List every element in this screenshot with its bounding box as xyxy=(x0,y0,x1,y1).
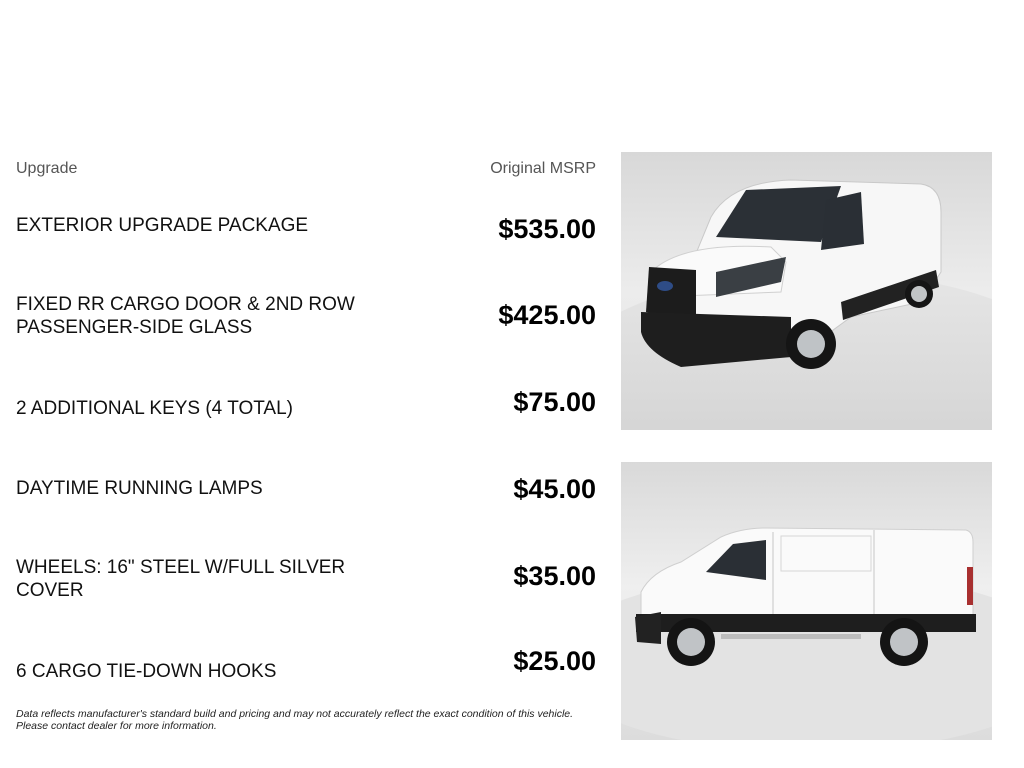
upgrade-name: WHEELS: 16" STEEL W/FULL SILVER COVER xyxy=(16,557,346,601)
van-front-photo xyxy=(621,152,992,430)
upgrade-price: $425.00 xyxy=(498,300,596,330)
upgrade-name: EXTERIOR UPGRADE PACKAGE xyxy=(16,215,309,236)
table-row xyxy=(16,293,596,373)
upgrades-table xyxy=(16,160,596,682)
upgrade-name: 6 CARGO TIE-DOWN HOOKS xyxy=(16,661,277,682)
upgrade-price: $45.00 xyxy=(513,474,596,504)
upgrade-price: $35.00 xyxy=(513,561,596,591)
msrp-column-header: Original MSRP xyxy=(490,160,596,177)
upgrade-column-header: Upgrade xyxy=(16,160,78,177)
disclaimer-line: Data reflects manufacturer's standard build and pricing and may not accurately reflect the exact condition of this vehicle. xyxy=(16,708,574,720)
van-side-photo xyxy=(621,462,992,740)
van-front-image xyxy=(621,152,992,430)
upgrade-name: 2 ADDITIONAL KEYS (4 TOTAL) xyxy=(16,398,293,419)
table-row xyxy=(16,556,596,636)
upgrade-price: $75.00 xyxy=(513,387,596,417)
table-row xyxy=(16,474,596,557)
table-header xyxy=(16,160,596,182)
table-row xyxy=(16,214,596,294)
upgrade-name: DAYTIME RUNNING LAMPS xyxy=(16,478,263,499)
upgrade-price: $25.00 xyxy=(513,646,596,676)
upgrade-price: $535.00 xyxy=(498,214,596,244)
upgrade-name: FIXED RR CARGO DOOR & 2ND ROW PASSENGER-SIDE GLASS xyxy=(16,294,355,338)
van-side-image xyxy=(621,462,992,740)
disclaimer xyxy=(16,708,616,732)
table-row xyxy=(16,387,596,477)
disclaimer-line: Please contact dealer for more information. xyxy=(16,720,217,732)
